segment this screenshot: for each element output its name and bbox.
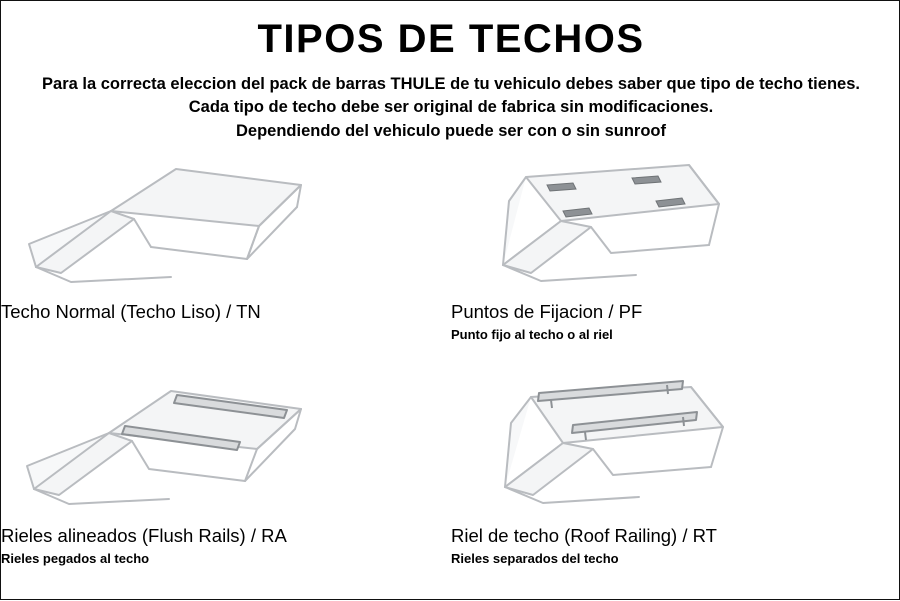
roof-type-sublabel-ra: Rieles pegados al techo — [1, 551, 150, 566]
roof-type-card-tn — [1, 149, 451, 369]
roof-type-card-rt — [451, 369, 900, 589]
roof-normal-icon — [1, 149, 451, 299]
intro-text — [1, 73, 900, 143]
poster-page — [1, 1, 900, 601]
roof-type-grid — [1, 149, 900, 589]
page-title: TIPOS DE TECHOS — [257, 17, 645, 61]
roof-type-label-pf: Puntos de Fijacion / PF — [451, 301, 643, 322]
roof-type-label-rt: Riel de techo (Roof Railing) / RT — [451, 525, 717, 546]
intro-line-2: Cada tipo de techo debe ser original de fabrica sin modificaciones. — [188, 98, 714, 117]
roof-railing-icon — [451, 369, 900, 519]
roof-type-sublabel-pf: Punto fijo al techo o al riel — [451, 327, 613, 342]
intro-line-1: Para la correcta eleccion del pack de barras THULE de tu vehiculo debes saber que tipo de techo tienes. — [42, 75, 860, 93]
roof-type-sublabel-rt: Rieles separados del techo — [451, 551, 619, 566]
roof-fixpoint-icon — [451, 149, 900, 299]
roof-type-card-pf — [451, 149, 900, 369]
roof-type-label-ra: Rieles alineados (Flush Rails) / RA — [1, 525, 287, 546]
intro-line-3: Dependiendo del vehiculo puede ser con o sin sunroof — [236, 121, 666, 140]
roof-type-label-tn: Techo Normal (Techo Liso) / TN — [1, 301, 261, 322]
roof-flush-rails-icon — [1, 369, 451, 519]
roof-type-card-ra — [1, 369, 451, 589]
